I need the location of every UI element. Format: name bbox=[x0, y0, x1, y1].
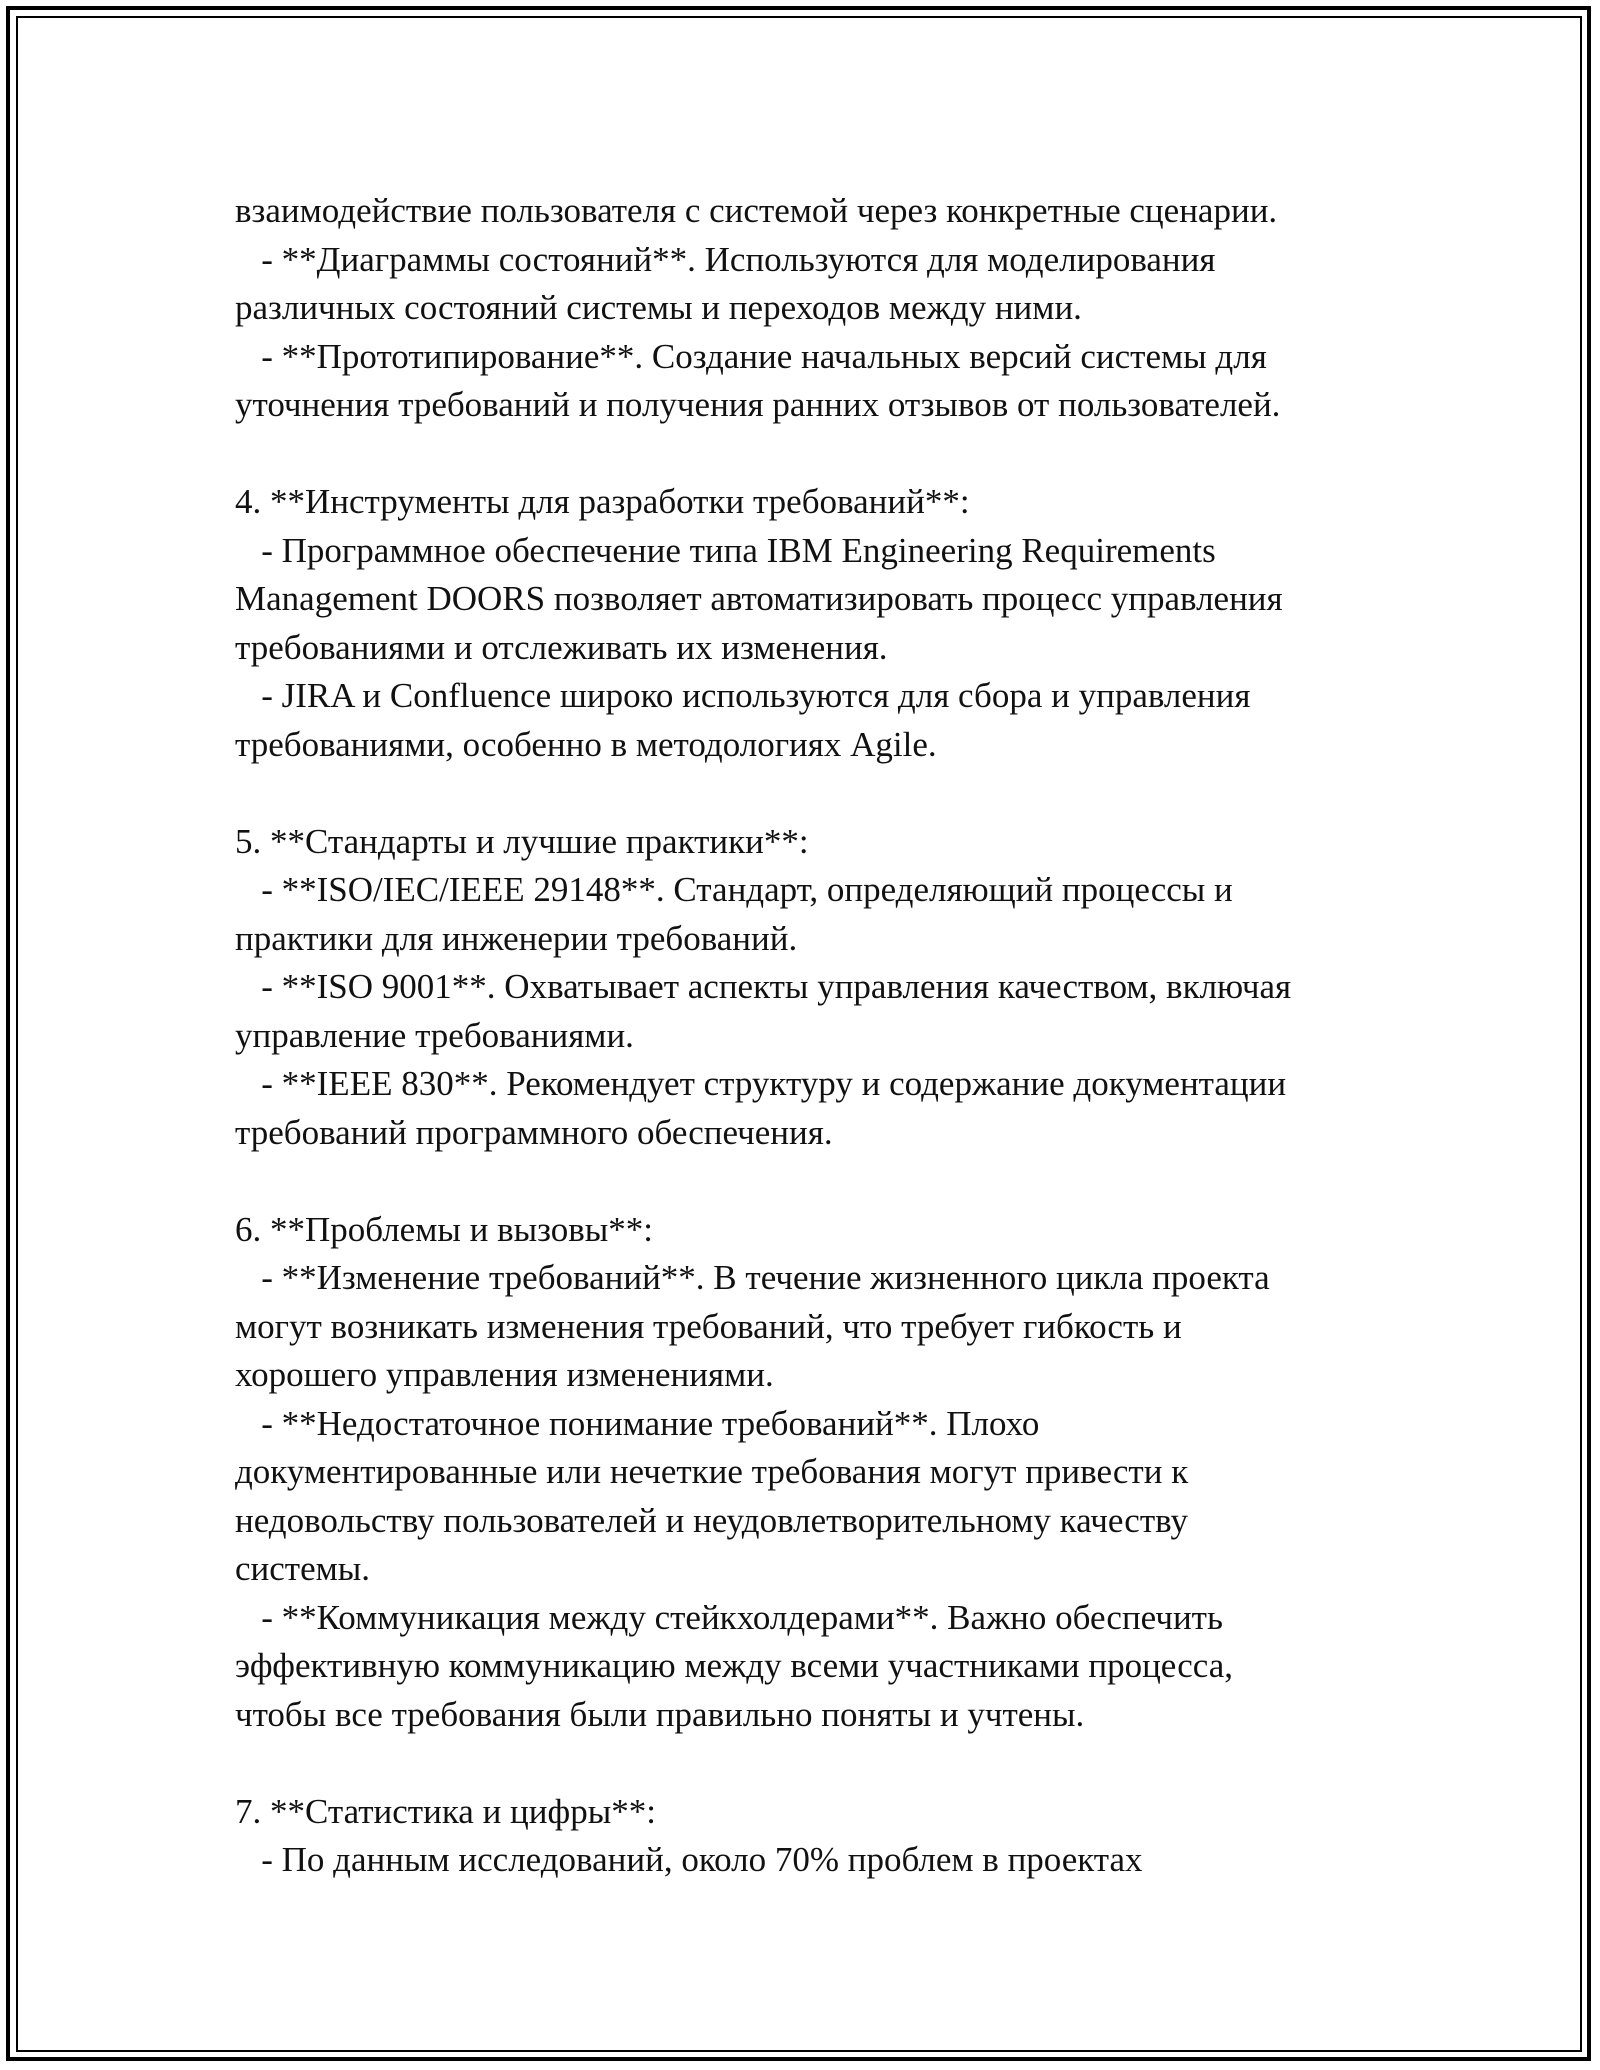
section-heading: 6. **Проблемы и вызовы**: bbox=[235, 1209, 654, 1249]
text-line: требованиями, особенно в методологиях Agile. bbox=[235, 724, 937, 764]
text-line: эффективную коммуникацию между всеми участниками процесса, bbox=[235, 1646, 1233, 1685]
text-line: взаимодействие пользователя с системой через конкретные сценарии. bbox=[235, 191, 1278, 230]
text-line: Management DOORS позволяет автоматизировать процесс управления bbox=[235, 579, 1283, 618]
text-line: системы. bbox=[235, 1549, 371, 1588]
section-heading: 7. **Статистика и цифры**: bbox=[235, 1791, 656, 1831]
text-line: - **ISO 9001**. Охватывает аспекты управления качеством, включая bbox=[235, 967, 1292, 1006]
paragraph-gap bbox=[235, 430, 1375, 479]
document-body bbox=[235, 187, 1375, 1885]
text-line: управление требованиями. bbox=[235, 1015, 634, 1055]
paragraph-gap bbox=[235, 769, 1375, 818]
text-line: - По данным исследований, около 70% проблем в проектах bbox=[235, 1840, 1143, 1879]
text-line: могут возникать изменения требований, что требует гибкость и bbox=[235, 1306, 1182, 1346]
text-line: - **Недостаточное понимание требований**. Плохо bbox=[235, 1403, 1040, 1443]
text-line: - JIRA и Confluence широко используются для сбора и управления bbox=[235, 676, 1251, 715]
section-heading: 4. **Инструменты для разработки требований**: bbox=[235, 482, 970, 521]
text-line: - **ISO/IEC/IEEE 29148**. Стандарт, определяющий процессы и bbox=[235, 870, 1233, 909]
text-line: практики для инженерии требований. bbox=[235, 918, 798, 958]
text-line: - **Прототипирование**. Создание начальных версий системы для bbox=[235, 336, 1267, 376]
text-line: - **Диаграммы состояний**. Используются для моделирования bbox=[235, 239, 1216, 279]
text-line: документированные или нечеткие требования могут привести к bbox=[235, 1452, 1189, 1491]
paragraph-gap bbox=[235, 1157, 1375, 1206]
text-line: требований программного обеспечения. bbox=[235, 1112, 833, 1152]
text-line: недовольству пользователей и неудовлетворительному качеству bbox=[235, 1500, 1188, 1540]
text-line: - Программное обеспечение типа IBM Engineering Requirements bbox=[235, 530, 1216, 570]
text-line: различных состояний системы и переходов между ними. bbox=[235, 288, 1082, 327]
text-line: хорошего управления изменениями. bbox=[235, 1355, 774, 1394]
section-heading: 5. **Стандарты и лучшие практики**: bbox=[235, 821, 809, 861]
text-line: уточнения требований и получения ранних отзывов от пользователей. bbox=[235, 385, 1281, 424]
text-line: - **IEEE 830**. Рекомендует структуру и содержание документации bbox=[235, 1064, 1287, 1103]
text-line: - **Изменение требований**. В течение жизненного цикла проекта bbox=[235, 1258, 1270, 1297]
text-line: требованиями и отслеживать их изменения. bbox=[235, 627, 888, 667]
text-line: - **Коммуникация между стейкхолдерами**. Важно обеспечить bbox=[235, 1597, 1223, 1637]
paragraph-gap bbox=[235, 1739, 1375, 1788]
text-line: чтобы все требования были правильно поняты и учтены. bbox=[235, 1694, 1085, 1734]
